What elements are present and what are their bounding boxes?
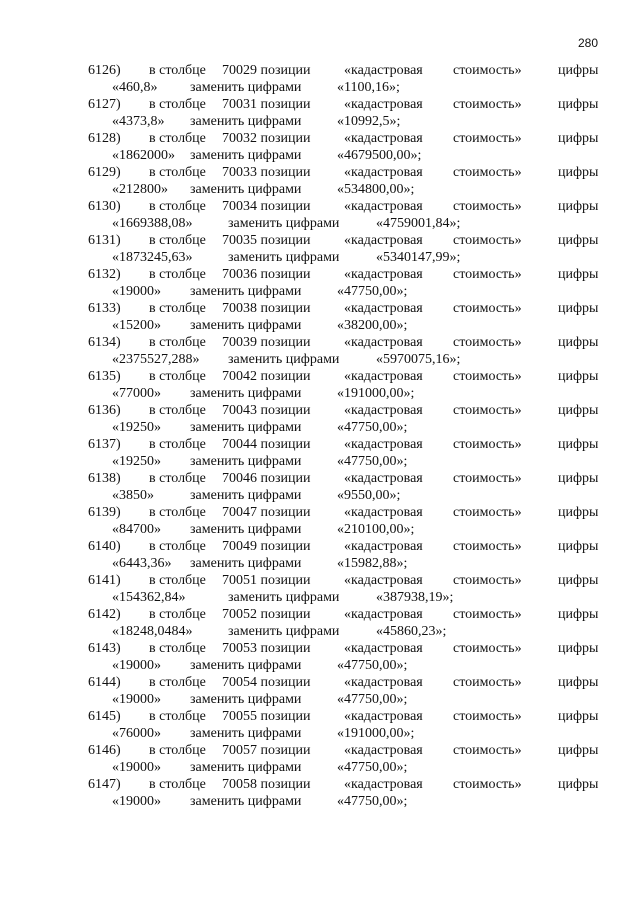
list-item: [0, 606, 640, 640]
entry-number: 6133): [88, 301, 121, 316]
in-column-text: в столбце: [149, 165, 206, 180]
entry-number: 6147): [88, 777, 121, 792]
entry-line-1: [0, 402, 640, 419]
entry-line-2: [0, 691, 640, 708]
in-column-text: в столбце: [149, 471, 206, 486]
position-text: 70052 позиции: [222, 607, 311, 622]
cadastral-text: «кадастровая: [344, 131, 423, 146]
cadastral-text: «кадастровая: [344, 573, 423, 588]
cadastral-text: «кадастровая: [344, 675, 423, 690]
digits-text: цифры: [558, 199, 599, 214]
cost-text: стоимость»: [453, 301, 522, 316]
in-column-text: в столбце: [149, 607, 206, 622]
entry-line-1: [0, 470, 640, 487]
in-column-text: в столбце: [149, 403, 206, 418]
old-value: «6443,36»: [112, 556, 172, 571]
old-value: «18248,0484»: [112, 624, 193, 639]
entry-line-2: [0, 725, 640, 742]
digits-text: цифры: [558, 301, 599, 316]
old-value: «19000»: [112, 658, 161, 673]
position-text: 70031 позиции: [222, 97, 311, 112]
old-value: «1873245,63»: [112, 250, 193, 265]
position-text: 70038 позиции: [222, 301, 311, 316]
entry-line-2: [0, 113, 640, 130]
cadastral-text: «кадастровая: [344, 403, 423, 418]
entry-number: 6137): [88, 437, 121, 452]
in-column-text: в столбце: [149, 437, 206, 452]
in-column-text: в столбце: [149, 63, 206, 78]
position-text: 70043 позиции: [222, 403, 311, 418]
entry-line-1: [0, 572, 640, 589]
replace-text: заменить цифрами: [190, 454, 302, 469]
new-value: «47750,00»;: [337, 454, 408, 469]
entry-number: 6139): [88, 505, 121, 520]
cost-text: стоимость»: [453, 505, 522, 520]
entry-number: 6138): [88, 471, 121, 486]
cost-text: стоимость»: [453, 607, 522, 622]
cadastral-text: «кадастровая: [344, 743, 423, 758]
cost-text: стоимость»: [453, 335, 522, 350]
entry-number: 6145): [88, 709, 121, 724]
amendment-list: [0, 62, 640, 810]
cadastral-text: «кадастровая: [344, 165, 423, 180]
cadastral-text: «кадастровая: [344, 539, 423, 554]
digits-text: цифры: [558, 471, 599, 486]
cadastral-text: «кадастровая: [344, 63, 423, 78]
list-item: [0, 708, 640, 742]
cadastral-text: «кадастровая: [344, 437, 423, 452]
position-text: 70029 позиции: [222, 63, 311, 78]
digits-text: цифры: [558, 539, 599, 554]
replace-text: заменить цифрами: [190, 114, 302, 129]
in-column-text: в столбце: [149, 743, 206, 758]
cost-text: стоимость»: [453, 267, 522, 282]
cost-text: стоимость»: [453, 199, 522, 214]
in-column-text: в столбце: [149, 199, 206, 214]
entry-number: 6140): [88, 539, 121, 554]
position-text: 70032 позиции: [222, 131, 311, 146]
in-column-text: в столбце: [149, 301, 206, 316]
old-value: «15200»: [112, 318, 161, 333]
entry-line-1: [0, 708, 640, 725]
replace-text: заменить цифрами: [228, 624, 340, 639]
entry-number: 6132): [88, 267, 121, 282]
entry-number: 6129): [88, 165, 121, 180]
new-value: «47750,00»;: [337, 420, 408, 435]
list-item: [0, 470, 640, 504]
entry-line-1: [0, 742, 640, 759]
cost-text: стоимость»: [453, 369, 522, 384]
list-item: [0, 504, 640, 538]
entry-line-1: [0, 436, 640, 453]
digits-text: цифры: [558, 369, 599, 384]
position-text: 70055 позиции: [222, 709, 311, 724]
replace-text: заменить цифрами: [190, 182, 302, 197]
cadastral-text: «кадастровая: [344, 301, 423, 316]
digits-text: цифры: [558, 675, 599, 690]
entry-number: 6143): [88, 641, 121, 656]
entry-line-1: [0, 538, 640, 555]
old-value: «19250»: [112, 420, 161, 435]
entry-line-1: [0, 674, 640, 691]
position-text: 70049 позиции: [222, 539, 311, 554]
digits-text: цифры: [558, 777, 599, 792]
entry-line-1: [0, 130, 640, 147]
cadastral-text: «кадастровая: [344, 607, 423, 622]
position-text: 70051 позиции: [222, 573, 311, 588]
old-value: «84700»: [112, 522, 161, 537]
entry-line-2: [0, 215, 640, 232]
entry-number: 6142): [88, 607, 121, 622]
old-value: «460,8»: [112, 80, 158, 95]
replace-text: заменить цифрами: [190, 794, 302, 809]
digits-text: цифры: [558, 743, 599, 758]
in-column-text: в столбце: [149, 675, 206, 690]
cadastral-text: «кадастровая: [344, 471, 423, 486]
entry-number: 6135): [88, 369, 121, 384]
list-item: [0, 96, 640, 130]
new-value: «387938,19»;: [376, 590, 454, 605]
entry-line-1: [0, 164, 640, 181]
old-value: «2375527,288»: [112, 352, 200, 367]
new-value: «191000,00»;: [337, 386, 415, 401]
position-text: 70039 позиции: [222, 335, 311, 350]
entry-line-2: [0, 589, 640, 606]
replace-text: заменить цифрами: [190, 522, 302, 537]
entry-number: 6141): [88, 573, 121, 588]
list-item: [0, 62, 640, 96]
in-column-text: в столбце: [149, 97, 206, 112]
new-value: «5970075,16»;: [376, 352, 461, 367]
cost-text: стоимость»: [453, 403, 522, 418]
digits-text: цифры: [558, 709, 599, 724]
position-text: 70035 позиции: [222, 233, 311, 248]
position-text: 70042 позиции: [222, 369, 311, 384]
list-item: [0, 640, 640, 674]
old-value: «19000»: [112, 284, 161, 299]
new-value: «4759001,84»;: [376, 216, 461, 231]
entry-line-2: [0, 79, 640, 96]
new-value: «38200,00»;: [337, 318, 408, 333]
cadastral-text: «кадастровая: [344, 233, 423, 248]
list-item: [0, 266, 640, 300]
cost-text: стоимость»: [453, 97, 522, 112]
new-value: «191000,00»;: [337, 726, 415, 741]
in-column-text: в столбце: [149, 267, 206, 282]
digits-text: цифры: [558, 641, 599, 656]
position-text: 70034 позиции: [222, 199, 311, 214]
replace-text: заменить цифрами: [190, 386, 302, 401]
old-value: «19000»: [112, 692, 161, 707]
in-column-text: в столбце: [149, 573, 206, 588]
old-value: «1669388,08»: [112, 216, 193, 231]
digits-text: цифры: [558, 165, 599, 180]
entry-line-2: [0, 317, 640, 334]
cost-text: стоимость»: [453, 573, 522, 588]
old-value: «4373,8»: [112, 114, 165, 129]
entry-line-1: [0, 96, 640, 113]
cost-text: стоимость»: [453, 165, 522, 180]
cadastral-text: «кадастровая: [344, 505, 423, 520]
entry-number: 6144): [88, 675, 121, 690]
cadastral-text: «кадастровая: [344, 335, 423, 350]
replace-text: заменить цифрами: [228, 352, 340, 367]
new-value: «47750,00»;: [337, 794, 408, 809]
new-value: «47750,00»;: [337, 760, 408, 775]
position-text: 70053 позиции: [222, 641, 311, 656]
entry-line-2: [0, 283, 640, 300]
digits-text: цифры: [558, 63, 599, 78]
new-value: «4679500,00»;: [337, 148, 422, 163]
entry-line-2: [0, 555, 640, 572]
cost-text: стоимость»: [453, 641, 522, 656]
entry-line-1: [0, 232, 640, 249]
position-text: 70046 позиции: [222, 471, 311, 486]
replace-text: заменить цифрами: [190, 658, 302, 673]
old-value: «3850»: [112, 488, 154, 503]
new-value: «47750,00»;: [337, 692, 408, 707]
list-item: [0, 368, 640, 402]
new-value: «210100,00»;: [337, 522, 415, 537]
replace-text: заменить цифрами: [190, 284, 302, 299]
digits-text: цифры: [558, 403, 599, 418]
entry-line-2: [0, 657, 640, 674]
replace-text: заменить цифрами: [190, 318, 302, 333]
digits-text: цифры: [558, 267, 599, 282]
replace-text: заменить цифрами: [228, 590, 340, 605]
replace-text: заменить цифрами: [190, 488, 302, 503]
replace-text: заменить цифрами: [190, 556, 302, 571]
entry-line-2: [0, 623, 640, 640]
entry-line-2: [0, 759, 640, 776]
new-value: «15982,88»;: [337, 556, 408, 571]
cadastral-text: «кадастровая: [344, 199, 423, 214]
list-item: [0, 572, 640, 606]
new-value: «1100,16»;: [337, 80, 400, 95]
cost-text: стоимость»: [453, 63, 522, 78]
position-text: 70054 позиции: [222, 675, 311, 690]
list-item: [0, 742, 640, 776]
entry-number: 6134): [88, 335, 121, 350]
old-value: «77000»: [112, 386, 161, 401]
in-column-text: в столбце: [149, 539, 206, 554]
position-text: 70044 позиции: [222, 437, 311, 452]
cost-text: стоимость»: [453, 233, 522, 248]
entry-number: 6146): [88, 743, 121, 758]
entry-number: 6131): [88, 233, 121, 248]
list-item: [0, 334, 640, 368]
cost-text: стоимость»: [453, 131, 522, 146]
in-column-text: в столбце: [149, 505, 206, 520]
entry-number: 6126): [88, 63, 121, 78]
list-item: [0, 402, 640, 436]
entry-line-2: [0, 249, 640, 266]
entry-line-1: [0, 266, 640, 283]
entry-number: 6127): [88, 97, 121, 112]
entry-line-1: [0, 198, 640, 215]
entry-line-1: [0, 606, 640, 623]
cost-text: стоимость»: [453, 471, 522, 486]
new-value: «45860,23»;: [376, 624, 447, 639]
entry-line-1: [0, 300, 640, 317]
position-text: 70047 позиции: [222, 505, 311, 520]
cost-text: стоимость»: [453, 675, 522, 690]
replace-text: заменить цифрами: [190, 420, 302, 435]
replace-text: заменить цифрами: [190, 760, 302, 775]
entry-number: 6136): [88, 403, 121, 418]
entry-line-2: [0, 521, 640, 538]
old-value: «1862000»: [112, 148, 175, 163]
digits-text: цифры: [558, 131, 599, 146]
in-column-text: в столбце: [149, 777, 206, 792]
in-column-text: в столбце: [149, 709, 206, 724]
old-value: «76000»: [112, 726, 161, 741]
list-item: [0, 198, 640, 232]
entry-line-2: [0, 181, 640, 198]
new-value: «10992,5»;: [337, 114, 401, 129]
in-column-text: в столбце: [149, 233, 206, 248]
in-column-text: в столбце: [149, 131, 206, 146]
in-column-text: в столбце: [149, 641, 206, 656]
new-value: «47750,00»;: [337, 284, 408, 299]
entry-line-2: [0, 351, 640, 368]
list-item: [0, 538, 640, 572]
cost-text: стоимость»: [453, 709, 522, 724]
entry-line-2: [0, 419, 640, 436]
old-value: «19000»: [112, 760, 161, 775]
new-value: «9550,00»;: [337, 488, 401, 503]
list-item: [0, 232, 640, 266]
cost-text: стоимость»: [453, 777, 522, 792]
entry-line-1: [0, 334, 640, 351]
entry-line-2: [0, 147, 640, 164]
page-number: 280: [578, 36, 599, 50]
list-item: [0, 130, 640, 164]
digits-text: цифры: [558, 233, 599, 248]
replace-text: заменить цифрами: [190, 726, 302, 741]
digits-text: цифры: [558, 573, 599, 588]
digits-text: цифры: [558, 335, 599, 350]
cadastral-text: «кадастровая: [344, 97, 423, 112]
position-text: 70036 позиции: [222, 267, 311, 282]
cadastral-text: «кадастровая: [344, 369, 423, 384]
new-value: «47750,00»;: [337, 658, 408, 673]
entry-line-2: [0, 487, 640, 504]
entry-line-1: [0, 504, 640, 521]
list-item: [0, 300, 640, 334]
list-item: [0, 436, 640, 470]
replace-text: заменить цифрами: [190, 80, 302, 95]
entry-number: 6130): [88, 199, 121, 214]
list-item: [0, 776, 640, 810]
position-text: 70033 позиции: [222, 165, 311, 180]
in-column-text: в столбце: [149, 369, 206, 384]
replace-text: заменить цифрами: [190, 148, 302, 163]
entry-line-2: [0, 453, 640, 470]
cadastral-text: «кадастровая: [344, 777, 423, 792]
cadastral-text: «кадастровая: [344, 641, 423, 656]
replace-text: заменить цифрами: [190, 692, 302, 707]
entry-number: 6128): [88, 131, 121, 146]
old-value: «212800»: [112, 182, 168, 197]
entry-line-2: [0, 793, 640, 810]
cadastral-text: «кадастровая: [344, 709, 423, 724]
digits-text: цифры: [558, 437, 599, 452]
cost-text: стоимость»: [453, 539, 522, 554]
cadastral-text: «кадастровая: [344, 267, 423, 282]
entry-line-2: [0, 385, 640, 402]
new-value: «5340147,99»;: [376, 250, 461, 265]
entry-line-1: [0, 368, 640, 385]
old-value: «19250»: [112, 454, 161, 469]
digits-text: цифры: [558, 505, 599, 520]
old-value: «154362,84»: [112, 590, 186, 605]
replace-text: заменить цифрами: [228, 216, 340, 231]
cost-text: стоимость»: [453, 437, 522, 452]
list-item: [0, 674, 640, 708]
entry-line-1: [0, 776, 640, 793]
list-item: [0, 164, 640, 198]
entry-line-1: [0, 640, 640, 657]
digits-text: цифры: [558, 97, 599, 112]
cost-text: стоимость»: [453, 743, 522, 758]
old-value: «19000»: [112, 794, 161, 809]
position-text: 70057 позиции: [222, 743, 311, 758]
position-text: 70058 позиции: [222, 777, 311, 792]
new-value: «534800,00»;: [337, 182, 415, 197]
digits-text: цифры: [558, 607, 599, 622]
entry-line-1: [0, 62, 640, 79]
replace-text: заменить цифрами: [228, 250, 340, 265]
in-column-text: в столбце: [149, 335, 206, 350]
